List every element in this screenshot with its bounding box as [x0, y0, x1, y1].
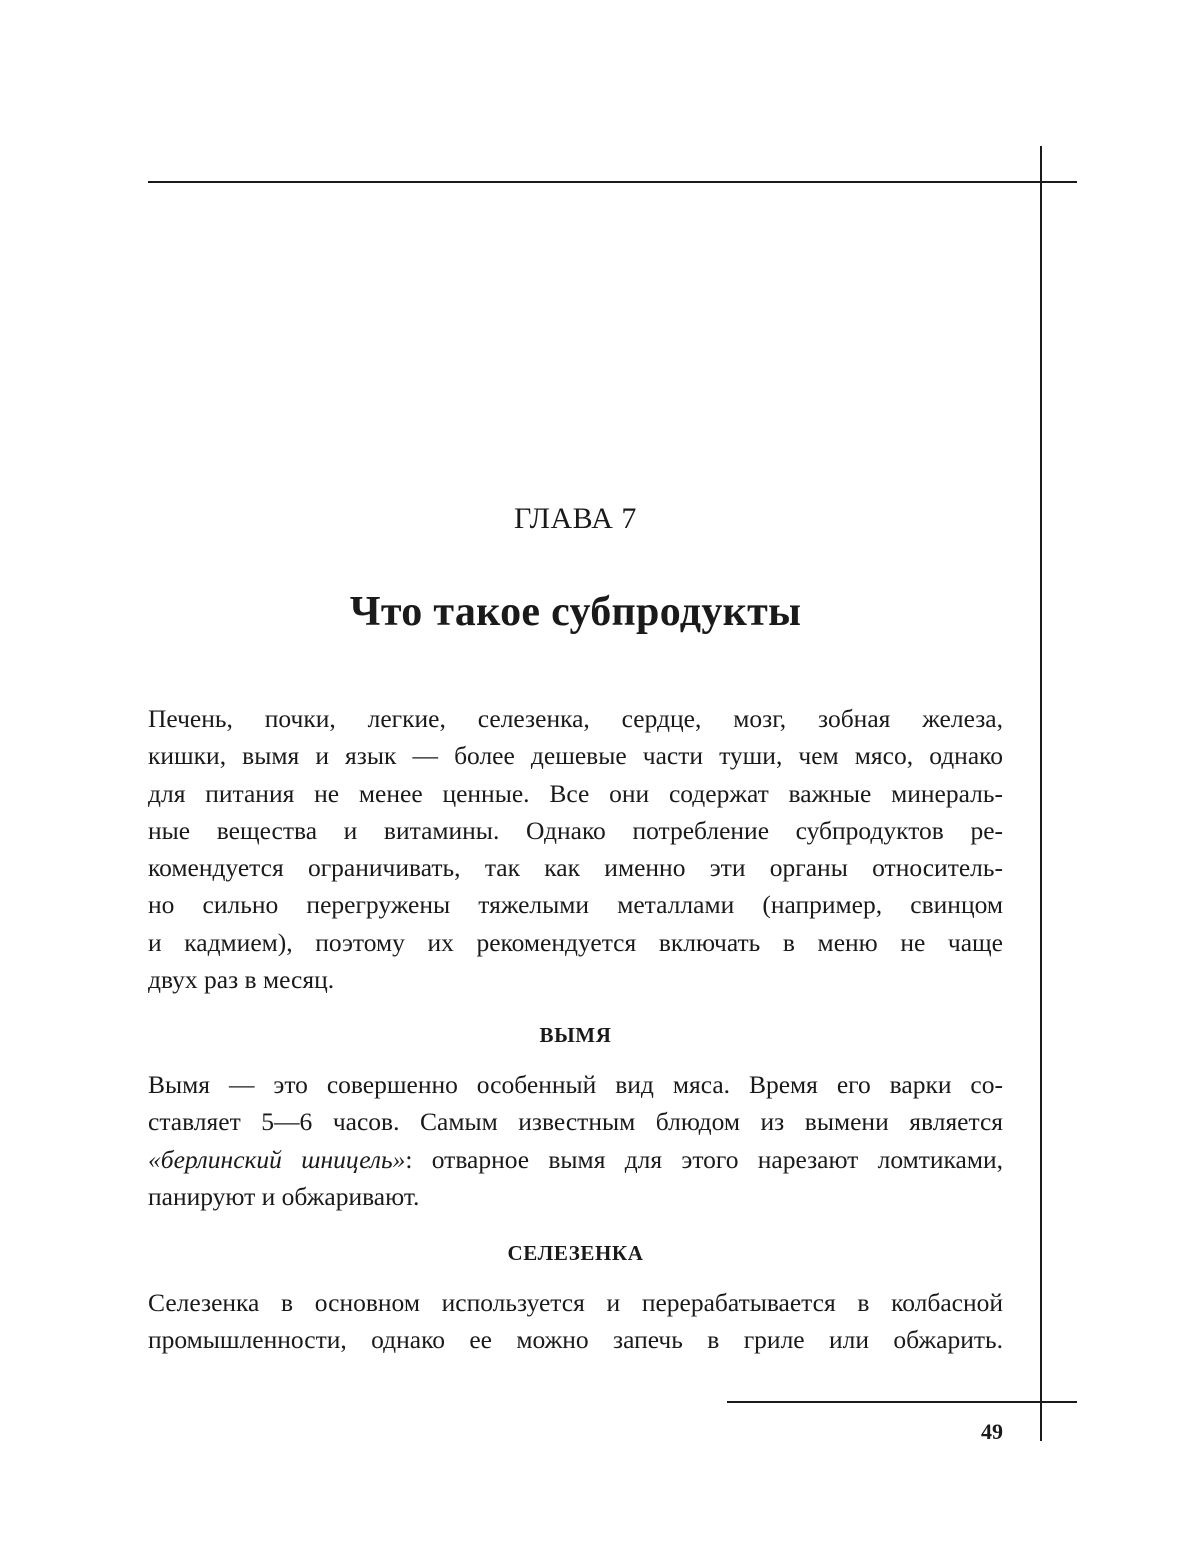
- footer-rule: [727, 1401, 1077, 1403]
- intro-line: ные вещества и витамины. Однако потребление субпродуктов ре-: [148, 815, 1003, 845]
- margin-rule: [1040, 146, 1042, 1441]
- chapter-label: ГЛАВА 7: [514, 502, 637, 535]
- spleen-line: промышленности, однако ее можно запечь в гриле или обжарить.: [148, 1325, 1003, 1355]
- udder-line-rest: : отварное вымя для этого нарезают ломтиками,: [405, 1144, 1003, 1174]
- udder-paragraph: [148, 1066, 1003, 1215]
- top-rule: [148, 181, 1077, 183]
- intro-line: Печень, почки, легкие, селезенка, сердце, мозг, зобная железа,: [148, 704, 1003, 733]
- intro-paragraph: [148, 700, 1003, 998]
- udder-line: панируют и обжаривают.: [148, 1181, 420, 1211]
- intro-line: и кадмием), поэтому их рекомендуется включать в меню не чаще: [148, 927, 1003, 957]
- intro-line: для питания не менее ценные. Все они содержат важные минераль-: [148, 778, 1003, 808]
- udder-line: Вымя — это совершенно особенный вид мяса. Время его варки со-: [148, 1070, 1003, 1099]
- section-heading-spleen: СЕЛЕЗЕНКА: [507, 1241, 644, 1265]
- section-heading-udder: ВЫМЯ: [539, 1023, 612, 1047]
- chapter-title: Что такое субпродукты: [349, 589, 802, 635]
- spleen-paragraph: [148, 1284, 1003, 1359]
- intro-line: но сильно перегружены тяжелыми металлами (например, свинцом: [148, 890, 1003, 920]
- intro-line: комендуется ограничивать, так как именно эти органы относитель-: [148, 853, 1003, 883]
- intro-line: двух раз в месяц.: [148, 965, 335, 995]
- spleen-line: Селезенка в основном используется и перерабатывается в колбасной: [148, 1288, 1003, 1317]
- udder-line: ставляет 5—6 часов. Самым известным блюдом из вымени является: [148, 1107, 1003, 1137]
- dish-name: «берлинский шницель»: [148, 1144, 406, 1174]
- page-number: 49: [981, 1419, 1003, 1444]
- intro-line: кишки, вымя и язык — более дешевые части туши, чем мясо, однако: [148, 741, 1003, 771]
- udder-line: [148, 1141, 1003, 1178]
